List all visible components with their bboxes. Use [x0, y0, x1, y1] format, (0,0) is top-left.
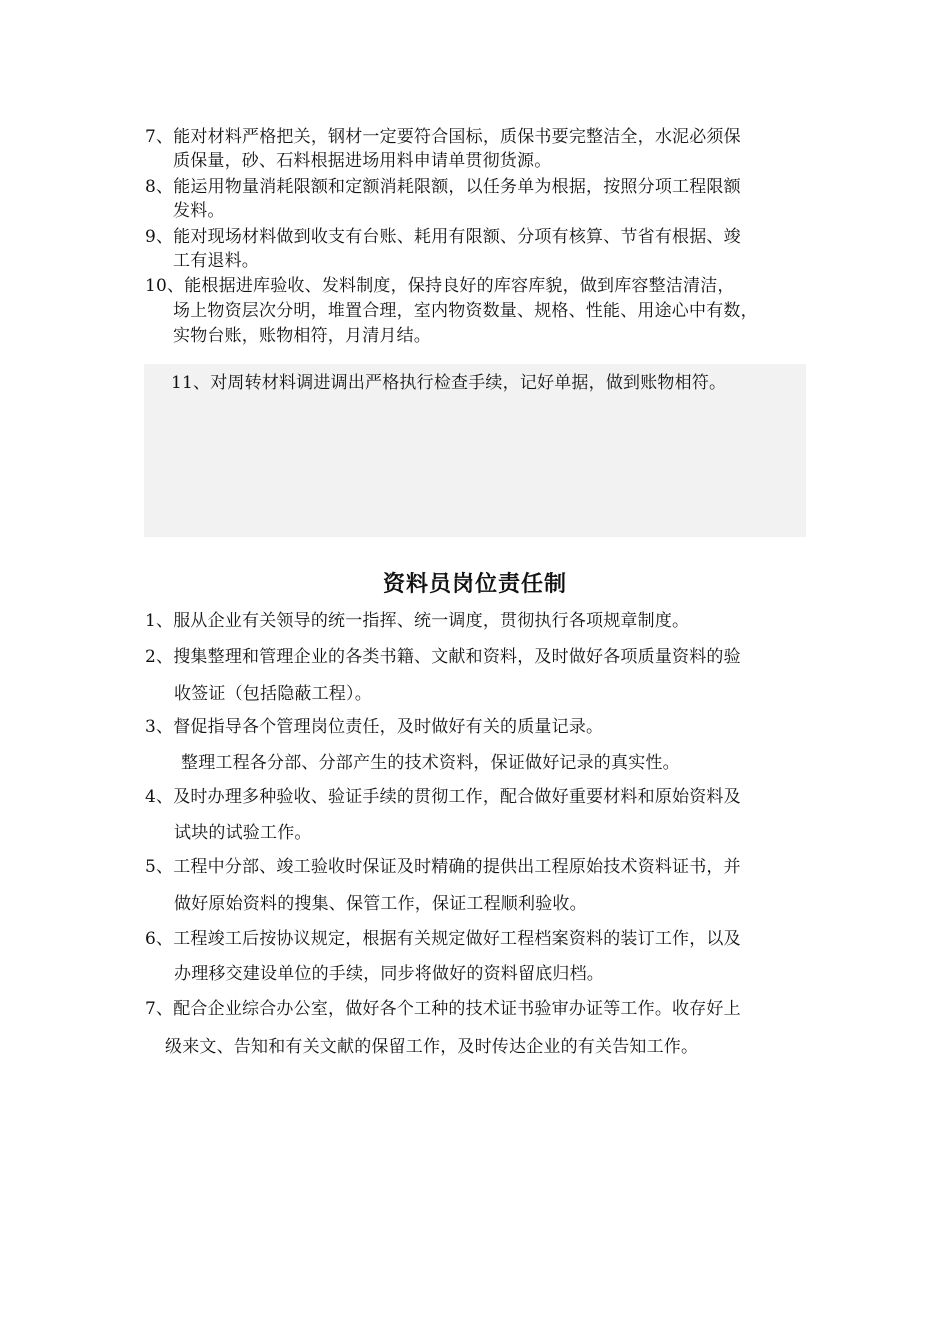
list-item-9-line-1: 9、能对现场材料做到收支有台账、耗用有限额、分项有核算、节省有根据、竣 — [145, 227, 741, 247]
list-item-10-line-3: 实物台账，账物相符，月清月结。 — [173, 326, 431, 346]
duty-item-6-line-1: 6、工程竣工后按协议规定，根据有关规定做好工程档案资料的装订工作，以及 — [145, 929, 741, 949]
duty-item-2-line-2: 收签证（包括隐蔽工程）。 — [174, 684, 372, 704]
section-title: 资料员岗位责任制 — [382, 571, 567, 597]
duty-item-1-line-1: 1、服从企业有关领导的统一指挥、统一调度，贯彻执行各项规章制度。 — [145, 611, 690, 631]
list-item-8-line-2: 发料。 — [173, 201, 225, 221]
list-item-9-line-2: 工有退料。 — [173, 251, 259, 271]
duty-item-4-line-1: 4、及时办理多种验收、验证手续的贯彻工作，配合做好重要材料和原始资料及 — [145, 787, 741, 807]
duty-item-2-line-1: 2、搜集整理和管理企业的各类书籍、文献和资料，及时做好各项质量资料的验 — [145, 647, 741, 667]
boxed-item-11: 11、对周转材料调进调出严格执行检查手续，记好单据，做到账物相符。 — [171, 373, 727, 393]
list-item-7-line-2: 质保量，砂、石料根据进场用料申请单贯彻货源。 — [173, 151, 552, 171]
duty-item-3-line-2: 整理工程各分部、分部产生的技术资料，保证做好记录的真实性。 — [181, 753, 680, 773]
list-item-10-line-1: 10、能根据进库验收、发料制度，保持良好的库容库貌，做到库容整洁清洁， — [145, 276, 735, 296]
list-item-10-line-2: 场上物资层次分明，堆置合理，室内物资数量、规格、性能、用途心中有数， — [173, 301, 758, 321]
duty-item-4-line-2: 试块的试验工作。 — [174, 823, 312, 843]
list-item-8-line-1: 8、能运用物量消耗限额和定额消耗限额，以任务单为根据，按照分项工程限额 — [145, 177, 741, 197]
duty-item-7-line-2: 级来文、告知和有关文献的保留工作，及时传达企业的有关告知工作。 — [165, 1037, 699, 1057]
duty-item-3-line-1: 3、督促指导各个管理岗位责任，及时做好有关的质量记录。 — [145, 717, 604, 737]
duty-item-6-line-2: 办理移交建设单位的手续，同步将做好的资料留底归档。 — [174, 964, 604, 984]
duty-item-5-line-1: 5、工程中分部、竣工验收时保证及时精确的提供出工程原始技术资料证书，并 — [145, 857, 741, 877]
duty-item-5-line-2: 做好原始资料的搜集、保管工作，保证工程顺利验收。 — [174, 894, 587, 914]
duty-item-7-line-1: 7、配合企业综合办公室，做好各个工种的技术证书验审办证等工作。收存好上 — [145, 999, 741, 1019]
list-item-7-line-1: 7、能对材料严格把关，钢材一定要符合国标，质保书要完整洁全，水泥必须保 — [145, 127, 741, 147]
